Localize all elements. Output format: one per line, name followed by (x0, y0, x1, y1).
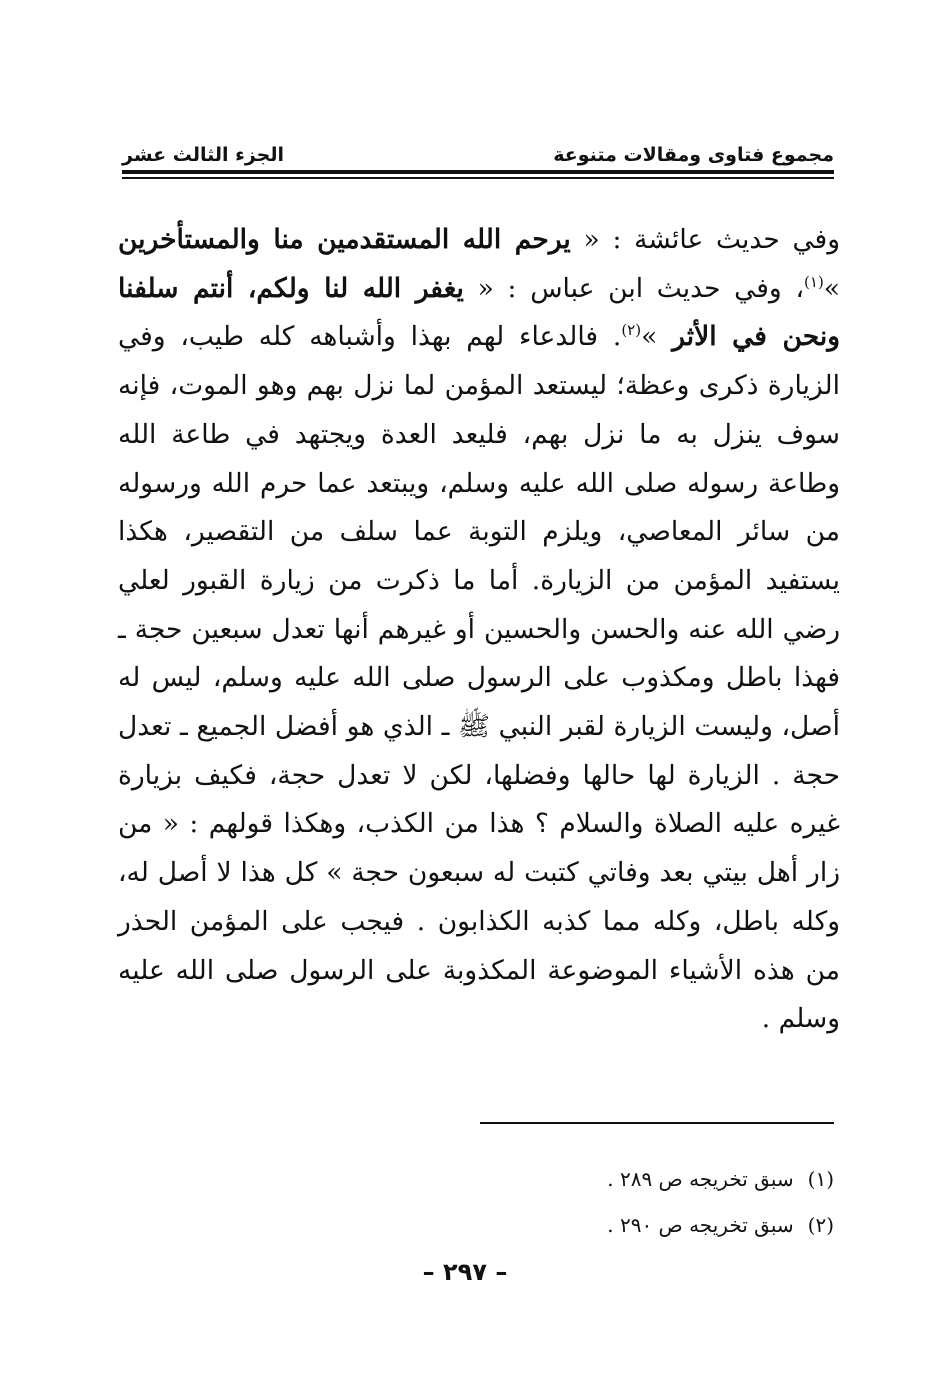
text-segment: ، وفي حديث ابن عباس : « (463, 272, 805, 304)
footnote-number: (١) (807, 1167, 834, 1191)
footnotes (440, 1156, 834, 1248)
header-rule-thin (122, 177, 834, 179)
text-segment: وفي حديث عائشة : « (570, 224, 840, 255)
page-number: – ٢٩٧ – (422, 1258, 508, 1286)
footnote-item (440, 1156, 834, 1202)
text-segment: » (823, 272, 841, 304)
footnote-text: سبق تخريجه ص ٢٨٩ . (607, 1167, 794, 1191)
hadith-quote: يرحم الله المستقدمين منا والمستأخرين (118, 224, 571, 255)
text-segment: » (641, 321, 673, 353)
footnote-separator (480, 1122, 834, 1124)
footnote-ref: (٢) (621, 321, 642, 340)
running-header (122, 132, 834, 166)
volume-label: الجزء الثالث عشر (122, 144, 285, 166)
body-paragraph (118, 216, 840, 1044)
footnote-text: سبق تخريجه ص ٢٩٠ . (607, 1213, 794, 1237)
book-title: مجموع فتاوى ومقالات متنوعة (553, 144, 834, 166)
hadith-quote: يغفر الله لنا ولكم، أنتم سلفنا ونحن في الأثر (118, 272, 840, 353)
text-segment: . فالدعاء لهم بهذا وأشباهه كله طيب، وفي الزيارة ذكرى وعظة؛ ليستعد المؤمن لما نزل بهم وهو الموت، فإنه سوف ينزل به ما نزل بهم، فليعد العدة ويجتهد في طاعة الله وطاعة رسوله صلى الله عليه وسلم، ويبتعد عما حرم الله ورسوله من سائر المعاصي، ويلزم التوبة عما سلف من التقصير، هكذا يستفيد المؤمن من الزيارة. أما ما ذكرت من زيارة القبور لعلي رضي الله عنه والحسن والحسين أو غيرهم أنها تعدل سبعين حجة ـ فهذا باطل ومكذوب على الرسول صلى الله عليه وسلم، ليس له أصل، وليست الزيارة لقبر النبي ﷺ ـ الذي هو أفضل الجميع ـ تعدل حجة . الزيارة لها حالها وفضلها، لكن لا تعدل حجة، فكيف بزيارة غيره عليه الصلاة والسلام ؟ هذا من الكذب، وهكذا قولهم : « من زار أهل بيتي بعد وفاتي كتبت له سبعون حجة » كل هذا لا أصل له، وكله باطل، وكله مما كذبه الكذابون . فيجب على المؤمن الحذر من هذه الأشياء الموضوعة المكذوبة على الرسول صلى الله عليه وسلم . (118, 321, 840, 1035)
footnote-ref: (١) (804, 272, 824, 291)
footnote-number: (٢) (807, 1213, 834, 1237)
header-rule-thick (122, 170, 834, 174)
footnote-item (440, 1202, 834, 1248)
